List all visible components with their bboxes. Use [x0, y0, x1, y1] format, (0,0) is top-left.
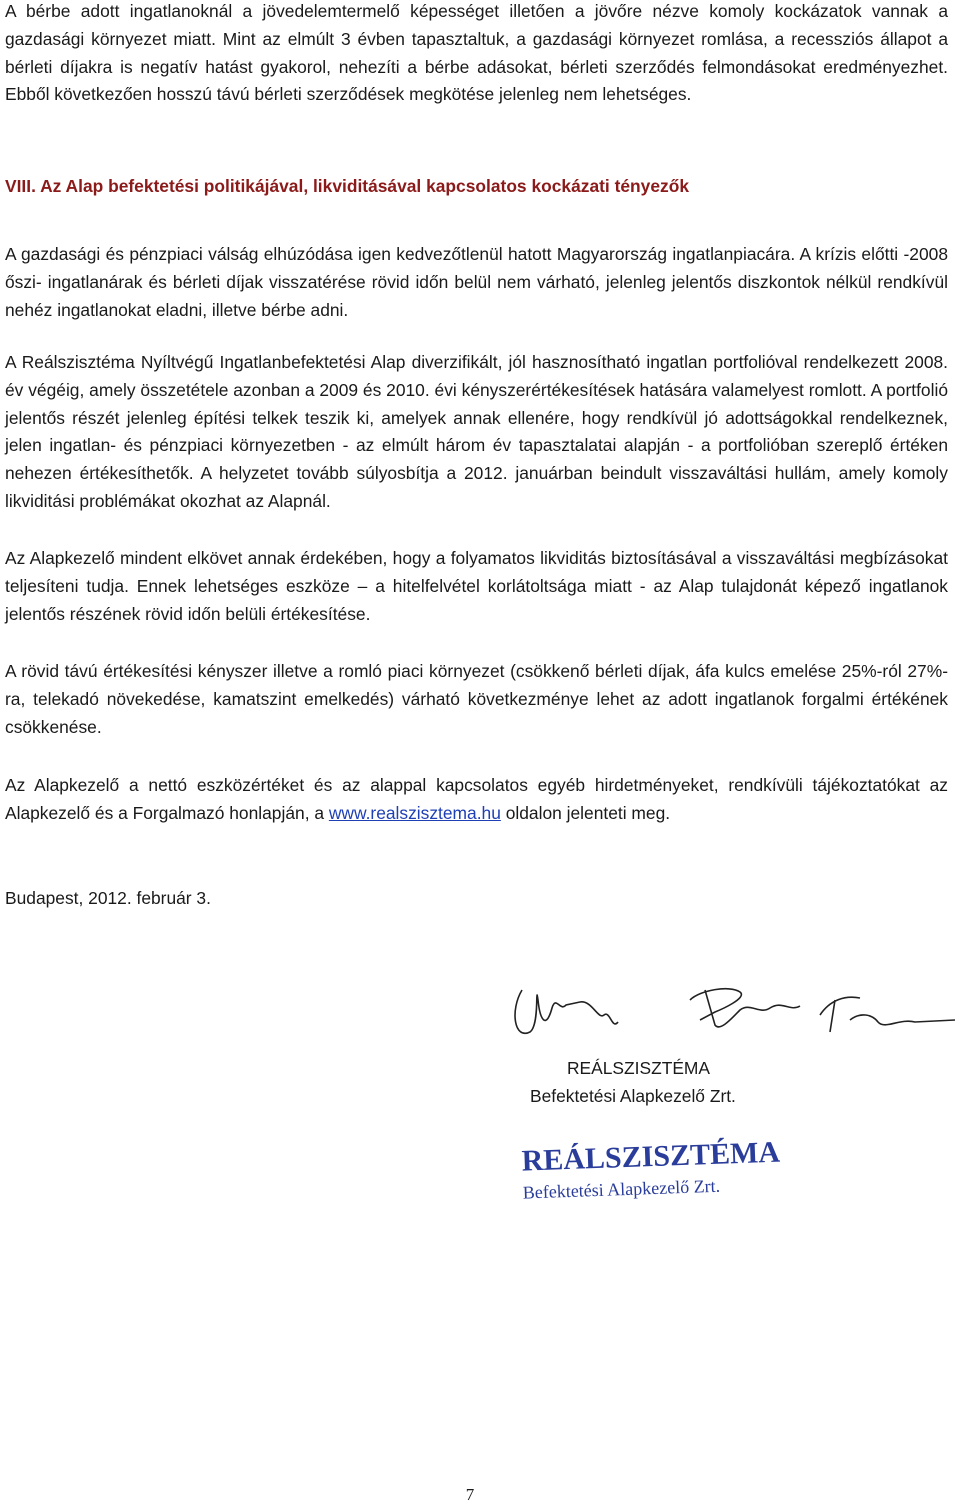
section-heading-viii: VIII. Az Alap befektetési politikájával, likviditásával kapcsolatos kockázati tényezők [5, 176, 689, 196]
paragraph-rental-risks-conclusion: Ebből következően hosszú távú bérleti szerződések megkötése jelenleg nem lehetséges. [5, 84, 692, 105]
paragraph-liquidity: Az Alapkezelő mindent elkövet annak érdekében, hogy a folyamatos likviditás biztosításával a visszaváltási megbízásokat teljesíteni tudja. Ennek lehetséges eszköze – a hitelfelvétel korlátoltsága miatt - az Alap tulajdonát képező ingatlanok jelentős részének rövid időn belüli értékesítése. [5, 548, 948, 624]
paragraph-rental-risks-text: A bérbe adott ingatlanoknál a jövedelemtermelő képességet illetően a jövőre nézve komoly kockázatok vannak a gazdasági környezet miatt. Mint az elmúlt 3 évben tapasztaltuk, a gazdasági környezet romlása, a recessziós állapot a bérleti díjakra is negatív hatást gyakorol, nehezíti a bérbe adásokat, bérleti szerződés felmondásokat eredményezhet. [5, 1, 948, 77]
signatory-company-type: Befektetési Alapkezelő Zrt. [530, 1086, 736, 1106]
paragraph-forced-sales: A rövid távú értékesítési kényszer illetve a romló piaci környezet (csökkenő bérleti díjak, áfa kulcs emelése 25%-ról 27%-ra, telekadó növekedése, kamatszint emelkedés) várható következménye lehet az adott ingatlanok forgalmi értékének csökkenése. [5, 661, 948, 737]
announcements-text-after: oldalon jelenteti meg. [500, 802, 671, 823]
paragraph-market-crisis: A gazdasági és pénzpiaci válság elhúzódása igen kedvezőtlenül hatott Magyarország ingatlanpiacára. A krízis előtti -2008 őszi- ingatlanárak és bérleti díjak visszatérése rövid időn belül nem várható, jelenleg jelentős diszkontok nélkül rendkívül nehéz ingatlanokat eladni, illetve bérbe adni. [5, 244, 948, 320]
signatory-company [530, 1054, 830, 1110]
website-link[interactable]: www.realszisztema.hu [328, 802, 501, 823]
paragraph-rental-risks [5, 0, 948, 109]
page-number: 7 [465, 1485, 475, 1504]
place-and-date: Budapest, 2012. február 3. [5, 888, 211, 908]
company-stamp [518, 1132, 790, 1204]
svg-text:Befektetési Alapkezelő Zrt.: Befektetési Alapkezelő Zrt. [522, 1175, 721, 1203]
announcements-text-before: Az Alapkezelő a nettó eszközértéket és az alappal kapcsolatos egyéb hirdetményeket, rendkívüli tájékoztatókat az Alapkezelő és a Forgalmazó honlapján, a [5, 775, 948, 823]
paragraph-announcements [5, 772, 948, 828]
paragraph-portfolio: A Reálszisztéma Nyíltvégű Ingatlanbefektetési Alap diverzifikált, jól hasznosítható ingatlan portfolióval rendelkezett 2008. év végéig, amely összetétele azonban a 2009 és 2010. évi kényszerértékesítések hatására valamelyest romlott. A portfolió jelentős részét jelenleg építési telkek teszik ki, amelyek annak ellenére, hogy rendkívül jó adottságokkal rendelkeznek, jelen ingatlan- és pénzpiaci környezetben - az elmúlt három év tapasztalatai alapján - a portfolióban szereplő értéken nehezen értékesíthetők. A helyzetet tovább súlyosbítja a 2012. januárban beindult visszaváltási hullám, amely komoly likviditási problémákat okozhat az Alapnál. [5, 352, 948, 511]
svg-text:REÁLSZISZTÉMA: REÁLSZISZTÉMA [521, 1135, 781, 1178]
signatory-company-name: REÁLSZISZTÉMA [567, 1058, 711, 1078]
